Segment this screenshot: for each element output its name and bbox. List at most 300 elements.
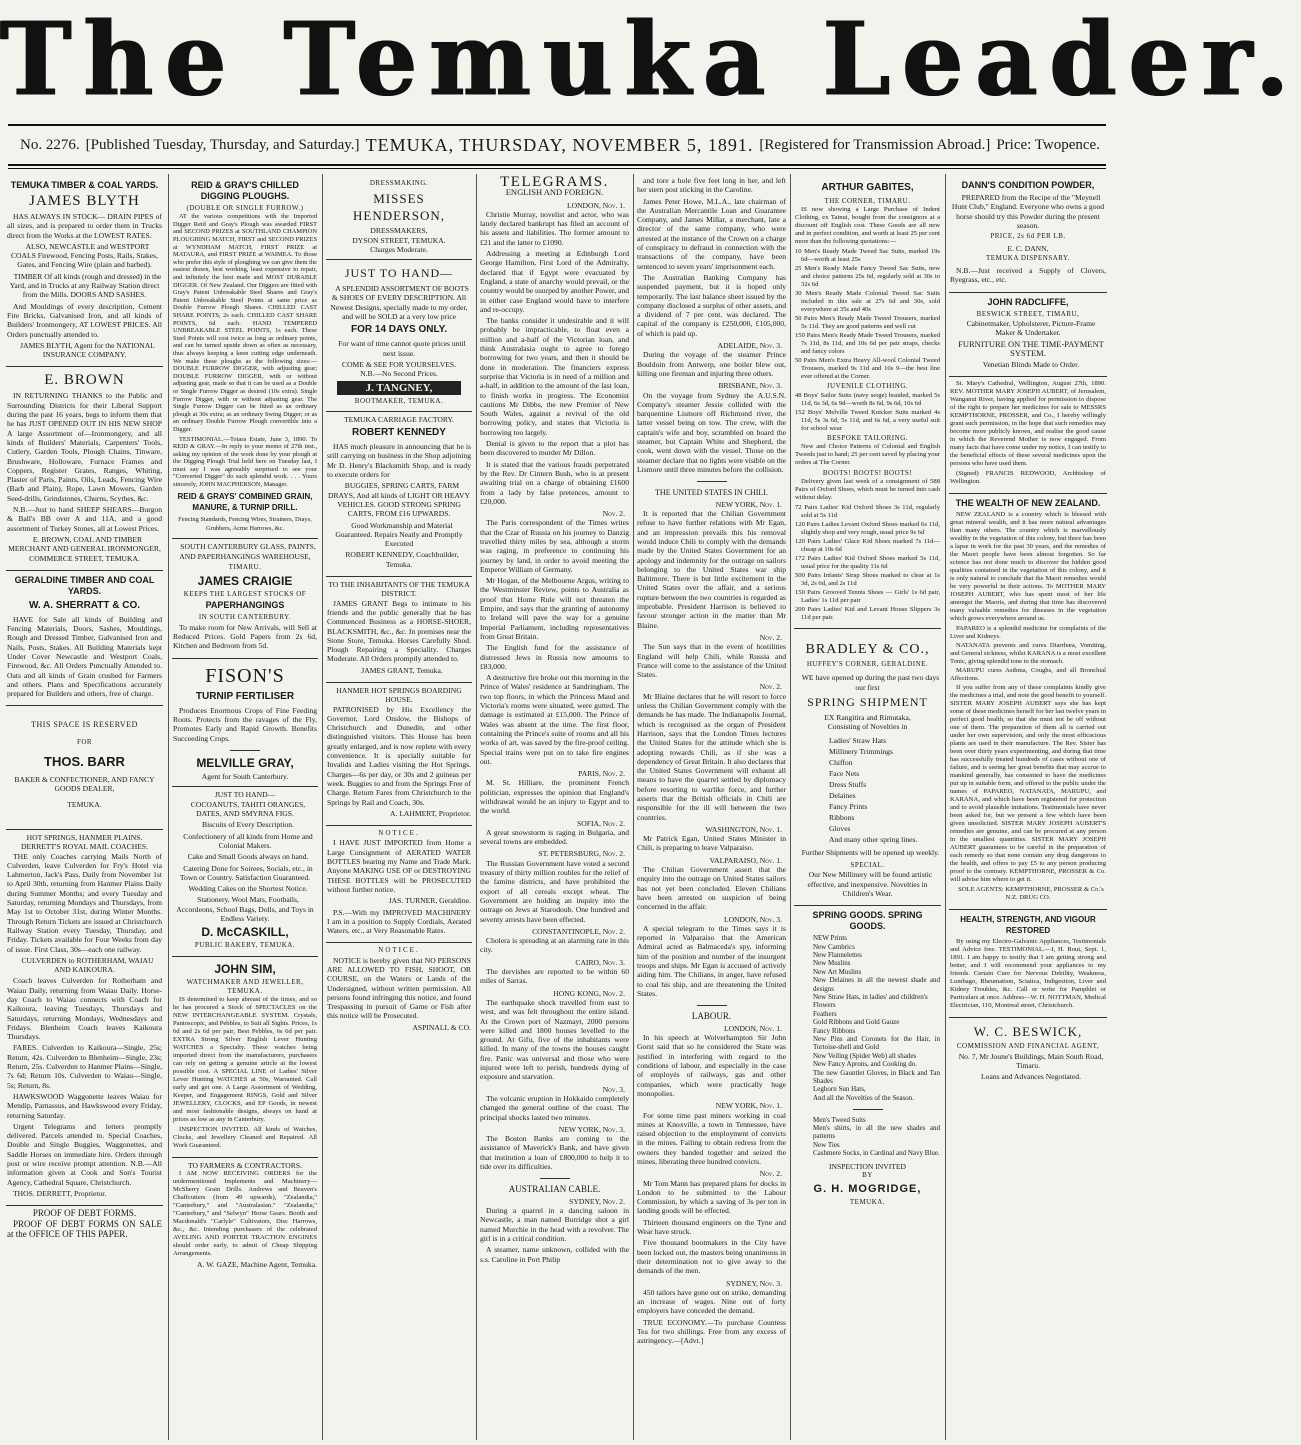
price: Price: Twopence. bbox=[996, 136, 1100, 153]
price-list bbox=[795, 504, 940, 622]
list-item: Chiffon bbox=[829, 757, 853, 767]
divider bbox=[637, 1000, 786, 1009]
list-item: Leghorn Sun Hats, bbox=[813, 1085, 866, 1094]
ad-text: Delivery given last week of a consignment of 588 Pairs of Oxford Shoes, which must be turned into cash without delay. bbox=[795, 478, 940, 502]
ad-heading: TO FARMERS & CONTRACTORS. bbox=[188, 1161, 302, 1171]
dateline-rule-thin bbox=[8, 168, 1106, 169]
ad-heading: DRESSMAKING. bbox=[369, 179, 429, 187]
ad-text: AT the various competitions with the Imported Digger Reid and Gray's Plough was awarded FIRST and SECOND PRIZES at SOUTHLAND CHAMPION PLOUGHING MATCH, FIRST and SECOND PRIZES at WYNDHAM MATCH, FIRST PRIZE at MATAURA, and FIRST PRIZE at WAIMEA. To those who prefer this style of ploughing we can give them the easiest drawn, best working, least expensive to repair, and infinitely the best made and MOST DURABLE DIGGER. Of New Zealand. Our Diggers are fitted with Gray's Patent Unbreakable Steel Shares and Gray's Patent Unbreakable Steel Points at same price as Double Furrow Plough Shares. CHILLED CAST SHARE POINTS, 2s each. CHILLED CAST SHARE POINTS, 6d each. HAND TEMPERED UNBREAKABLE STEEL POINTS, 1s each. These Steel Points will cost twice as long as ordinary points, and can be turned upside down as often as necessary, thus always keeping a keen cutting edge underneath. We make these ploughs as the following sizes:—DOUBLE FURROW DIGGER, with adjusting gear; DOUBLE FURROW DIGGER, with or without adjusting gear, made so that it can be used as a Double or Single Furrow Digger as desired (10s extra). Single Furrow Digger, with or without adjusting gear. The Single Furrow Digger can be fitted as an ordinary plough at 30s extra; as an ordinary Swing Digger; or as an ordinary Double Furrow Plough convertible into a Digger. bbox=[173, 213, 317, 433]
list-item: 72 Pairs Ladies' Kid Oxford Shoes 3s 11d, regularly sold at 5s 11d bbox=[795, 504, 940, 520]
section-title: THE UNITED STATES IN CHILI. bbox=[655, 487, 768, 497]
news-item: The dervishes are reported to be within 60 miles of Sarras. bbox=[480, 967, 629, 986]
list-item: Face Nets bbox=[829, 768, 860, 778]
news-item: It is reported that the Chilian Government refuse to have further relations with Mr Egan, and an impression prevails this his removal would induce Chili to comply with the demands made by the United States Government for an apology and indemnity for the outrage on sailors belonging to the United States war ship Baltimore. There is but little excitement in the United States over the affair, and a serious rupture between the two countries is regarded as improbable. President Harrison is believed to favour stronger action in the matter than Mr Blaine. bbox=[637, 509, 786, 630]
ad-text: PROOF OF DEBT FORMS ON SALE at the OFFICE OF THIS PAPER. bbox=[7, 1218, 162, 1239]
list-item: NATANATA prevents and cures Diarrhœa, Vomiting, and General sickness, whilst KARANA is a most excellent Tonic, giving splendid tone to the stomach. bbox=[950, 642, 1106, 666]
ad-radcliffe bbox=[949, 293, 1107, 378]
news-item: Mr Tom Mann has prepared plans for docks in London to be submitted to the Labour Commission, by which a saving of 3s per ton in landing goods will be effected. bbox=[637, 1178, 786, 1216]
news-item: During a quarrel in a dancing saloon in Newcastle, a man named Burridge shot a girl named Murchie in the head with a revolver. The girl is in a critical condition. bbox=[480, 1206, 629, 1244]
column-7 bbox=[949, 176, 1107, 1438]
ad-coaches bbox=[6, 830, 163, 1206]
ad-signature: A. LAHMERT, Proprietor. bbox=[389, 808, 471, 818]
news-item: During the voyage of the steamer Prince Bouldoin from Antwerp, one boiler blew out, killing one fireman and injuring three others. bbox=[637, 350, 786, 378]
list-item: New Cambrics bbox=[813, 942, 855, 951]
ad-aspinall bbox=[326, 943, 472, 1039]
ad-text: BESWICK STREET, TIMARU, bbox=[976, 309, 1080, 318]
ad-text: Further Shipments will be opened up weekly. bbox=[801, 847, 940, 857]
dateline-place: LONDON, Nov. 3. bbox=[723, 914, 782, 924]
ad-text: Charges Moderate. bbox=[370, 244, 428, 254]
ad-text: By using my Electro-Galvanic Appliances, Testimonials and Advice free. TESTIMONIAL.—I, H. Rout, Sept. 1, 1891. I am happy to testify that I am getting strong and better, and I will recommend your appliances to my friends. Certain Cure for Nervous Debility, Weakness, Lumbago, Rheumatism, Sciatica, Indigestion, Liver and Kidney Troubles, &c. Call or write for Pamphlet or Particulars at once. Address—W. H. NOTTMAN, Medical Electrician, 110, Montreal street, Christchurch. bbox=[950, 938, 1106, 1010]
divider bbox=[795, 1104, 940, 1113]
ad-text: NOTICE is hereby given that NO PERSONS ARE ALLOWED TO FISH, SHOOT, OR COURSE, on the Waters or Lands of the Undersigned, without written permission. All persons found infringing this notice, and found Trespassing in pursuit of Game or Fish after this notice will be Prosecuted. bbox=[327, 955, 471, 1021]
ad-heading: THE WEALTH OF NEW ZEALAND. bbox=[955, 498, 1101, 509]
ad-sim bbox=[172, 957, 318, 1159]
ad-heading: HOT SPRINGS, HANMER PLAINS. bbox=[26, 832, 143, 842]
ad-name: ROBERT KENNEDY bbox=[352, 427, 446, 439]
ad-heading: JUST TO HAND— bbox=[344, 266, 454, 281]
column-divider bbox=[322, 174, 323, 1440]
list-item: 48 Boys' Sailor Suits (navy serge) braided, marked 5s 11d, 6s 3d, 6s 9d—worth 8s 6d, 9s 6d, 10s 6d bbox=[795, 391, 940, 407]
column-3 bbox=[326, 176, 472, 1438]
news-item: and tore a hole five feet long in her, and left her stern post sticking in the Caroline. bbox=[637, 176, 786, 195]
ad-heading: HANMER HOT SPRINGS BOARDING HOUSE. bbox=[336, 685, 462, 705]
list-item: Catering Done for Soirees, Socials, etc., in Town or Country. Satisfaction Guaranteed. bbox=[179, 863, 313, 882]
list-item: 150 Pairs Grooved Tennis Shoes — Girls' 1s 6d pair, Ladies' 1s 11d per pair bbox=[795, 589, 940, 605]
list-item: 10 Men's Ready Made Tweed Sac Suits, marked 19s 6d—worth at least 25s bbox=[795, 248, 940, 264]
news-item: For some time past miners working in coal mines at Knoxville, a town in Tennessee, have raised objection to the employment of convicts in the mines. Failing to obtain redress from the owners they banded together and seized the mines, liberating three hundred convicts. bbox=[637, 1110, 786, 1166]
ad-heading: SPRING GOODS. SPRING GOODS. bbox=[812, 910, 923, 932]
ad-text: IN RETURNING THANKS to the Public and Surrounding Districts for their Liberal Support during the past 16 years, begs to inform them that he has JUST OPENED OUT IN HIS NEW SHOP A large Assortment of—Ironmongery, and all kinds of Builders' Materials, Carpenters' Tools, Cutlery, Garden Tools, Plough Chains, Tinware, Brushware, Holloware, Furnace Frames and Coppers, Register Grates, Ranges, Whiting, Plaster of Paris, Paints, Oils, Leads, Fencing Wire (Barb and Plain), Rope, Lawn Mowers, Garden Seed-drills, Grindstones, Churns, Scythes, &c. bbox=[7, 391, 162, 503]
ad-heading: DANN'S CONDITION POWDER, bbox=[961, 180, 1095, 190]
dateline-place: VALPARAISO, Nov. 1. bbox=[709, 855, 782, 865]
ad-text: FARES. Culverden to Kaikoura—Single, 25s; Return, 42s. Culverden to Blenheim—Single, 23s; Return, 25s. Culverden to Hanmer Plains—Single, 7s 6d; Return 10s. Culverden to Waiau—Single, 5s; Return, 8s. bbox=[7, 1043, 162, 1090]
news-item: The Sun says that in the event of hostilities England will help Chili, while Russia and France will come to the assistance of the United States. bbox=[637, 642, 786, 680]
ad-name: G. H. MOGRIDGE, bbox=[813, 1183, 922, 1196]
list-item: Wedding Cakes on the Shortest Notice. bbox=[188, 884, 308, 894]
ad-text: COME & SEE FOR YOURSELVES. bbox=[342, 359, 456, 369]
column-2 bbox=[172, 176, 318, 1438]
news-item: Mr Patrick Egan, United States Minister in Chili, is preparing to leave Valparaiso. bbox=[637, 834, 786, 853]
remedy-list bbox=[950, 625, 1106, 683]
ad-sherratt bbox=[6, 571, 163, 707]
ad-text: INSPECTION INVITED bbox=[829, 1161, 906, 1171]
news-item: Addressing a meeting at Edinburgh Lord George Hamilton, First Lord of the Admiralty, declared that if Egypt were evacuated by England, a state of anarchy would prevail, or the country would be usurped by another Power, and in either case England would have to interfere and re-occupy. bbox=[480, 249, 630, 314]
ad-text: TIMBER Of all kinds (rough and dressed) in the Yard, and in Trucks at any Railway Station direct from the Mills. DOORS AND SASHES. bbox=[9, 271, 162, 300]
list-item: NEW Prints bbox=[813, 934, 847, 943]
ad-text: N.B.—Just received a Supply of Clovers, Ryegrass, etc., etc. bbox=[950, 266, 1106, 285]
dateline-place: Nov. 3. bbox=[602, 1084, 625, 1094]
ad-bradley bbox=[794, 629, 941, 906]
list-item: New Straw Hats, in ladies' and children's bbox=[813, 993, 928, 1001]
ad-text: TIMARU. bbox=[228, 562, 262, 571]
list-item: Ribbons bbox=[829, 812, 855, 822]
list-item: MARUPU cures Asthma, Coughs, and all Bronchial Affections. bbox=[950, 667, 1106, 683]
news-item: Christie Murray, novelist and actor, who was lately declared bankrupt has filed an account of his assets and liabilities. The former amount to £21 and the latter to £1090. bbox=[480, 209, 629, 247]
ad-henderson bbox=[326, 176, 472, 260]
ad-heading: TURNIP FERTILISER bbox=[195, 690, 295, 702]
list-item: New Muslins bbox=[813, 959, 851, 968]
list-item: PAPAREO is a splendid medicine for complaints of the Liver and Kidneys. bbox=[950, 625, 1106, 641]
section-title: TELEGRAMS. bbox=[500, 174, 609, 190]
news-item: In his speech at Wolverhampton Sir John Gorst said that so he considered the State was justified in interfering with regard to the conditions of labour, and especially in the case of employés of railways, gas and other companies, which were practically huge monopolies. bbox=[637, 1033, 786, 1098]
ad-signature: (Signed) FRANCIS REDWOOD, Archbishop of Wellington. bbox=[950, 470, 1106, 486]
ad-heading: TEMUKA TIMBER & COAL YARDS. bbox=[10, 180, 159, 190]
ad-gaze bbox=[172, 1158, 318, 1277]
list-item: New Delaines in all the newest shade and designs bbox=[813, 976, 940, 993]
ad-signature: JAMES GRANT, Temuka. bbox=[361, 665, 443, 675]
ad-name: JOHN SIM, bbox=[214, 961, 276, 976]
news-item: Mr Blaine declares that he will resort to force unless the Chilian Government comply with the demands he has made. The Indianapolis Journal, which is recognised as the organ of President Harrison, says that the London Times lectures the United States for the attitude which she is adopting towards Chili, as if she was a dependency of Great Britain. It also declares that the United States Government will exhaust all means to have the quarrel settled by diplomacy before resorting to warlike force, and further asserts that the British officials in Chili are responsible for the ill will between the two countries. bbox=[637, 691, 786, 822]
ad-grant bbox=[326, 577, 472, 683]
list-item: Gloves bbox=[829, 823, 851, 833]
ad-text: PREPARED from the Recipe of the "Meynell Hunt Club," England. Everyone who owns a good horse should try this Powder during the present season. bbox=[951, 193, 1105, 230]
ad-text: TEMUKA. bbox=[67, 799, 102, 809]
issue-number: No. 2276. bbox=[20, 136, 80, 153]
column-divider bbox=[168, 174, 169, 1440]
ad-text: IN SOUTH CANTERBURY. bbox=[198, 613, 292, 622]
column-divider bbox=[476, 174, 477, 1440]
ad-text: TESTIMONIAL.—Totara Estate, June 3, 1890. To REID & GRAY.—In reply to your memo of 27th inst., asking my opinion of the work done by your plough at the Digging Plough Trial held here on Tuesday last, I must say I was agreeably surprised to see your "Converted Digger" do such splendid work. . . . Yours sincerely, JOHN MACPHERSON, Manager. bbox=[173, 435, 317, 489]
ad-nottman bbox=[949, 910, 1107, 1018]
list-item: And all the Novelties of the Season. bbox=[813, 1093, 914, 1102]
list-item: And many other spring lines. bbox=[829, 834, 918, 844]
list-item: Ladies' Straw Hats bbox=[829, 735, 887, 745]
list-item: Feathers bbox=[813, 1009, 837, 1018]
ad-signature: A. W. GAZE, Machine Agent, Temuka. bbox=[197, 1260, 317, 1270]
ad-signature: JAMES BLYTH, Agent for the NATIONAL INSURANCE COMPANY. bbox=[20, 340, 155, 360]
list-item: 152 Boys' Melville Tweed Knicker Suits marked 4s 11d, 5s 3s 6d, 5s 11d, and 6s 6d, a very useful suit for school wear bbox=[795, 408, 940, 432]
ad-text: St. Mary's Cathedral, Wellington, August 27th, 1890. REV. MOTHER MARY JOSEPH AUBERT, of Jerusalem, Wanganui River, having applied for permission to dispose of the right to prepare her medicines for sale to MESSRS KEMPTHORNE, PROSSER, and Co., I hereby willingly grant such permission, in the hope that such remedies may become more publicly known, and realise the good cause in which the Reverend Mother is now engaged. From many facts that have come under my notice, I can testify to the beneficial effects of these several medicines upon the persons who have used them. bbox=[950, 380, 1106, 468]
list-item: 25 Men's Ready Made Fancy Tweed Sac Suits, new and choice patterns 25s 6d, regularly sold at 30s to 32s 6d bbox=[795, 265, 940, 289]
ad-blyth bbox=[6, 176, 163, 367]
ad-text: No. 7, Mr Joune's Buildings, Main South Road, Timaru. bbox=[958, 1051, 1104, 1071]
ad-text: HUFFEY'S CORNER, GERALDINE. bbox=[806, 660, 929, 669]
ad-text: Coach leaves Culverden for Rotherham and Waiau Daily, returning from Waiau Daily. Horse-day Coach to Waiau connects with Coach for Kaikoura, leaving Tuesdays, Thursdays and Saturdays, returning Mondays, Wednesdays and Fridays. Blenheim Coach leaves Kaikoura Thursdays. bbox=[7, 976, 162, 1042]
ad-text: Cabinetmaker, Upholsterer, Picture-Frame Maker & Undertaker. bbox=[966, 318, 1096, 338]
list-item: New Ties bbox=[813, 1140, 840, 1149]
list-item: 50 Pairs Men's Ready Made Tweed Trousers, marked 5s 11d. They are good patterns and well cut bbox=[795, 315, 940, 331]
news-item: Mr Hogan, of the Melbourne Argus, writing to the Westminster Review, points to Australia as proof that Home Rule will not threaten the Empire, and says that the granting of autonomy to Ireland will pave the way for a genuine Imperial Parliament, including representatives from Great Britain. bbox=[480, 576, 629, 641]
goods-list bbox=[795, 934, 940, 1102]
dateline-place: BRISBANE, Nov. 3. bbox=[718, 381, 782, 391]
ad-signature: ROBERT KENNEDY, Coachbuilder, Temuka. bbox=[345, 550, 459, 569]
ad-debt-forms bbox=[6, 1206, 163, 1245]
ad-text: And Mouldings of every description, Cement Fire Bricks, Galvanised Iron, and all kinds of Builders' Ironmongery, AT LOWEST PRICES. All Orders punctually attended to. bbox=[7, 301, 162, 339]
ad-text: IS determined to keep abreast of the times, and so he has procured a Stock of SPECTACLES on the NEW INTERCHANGEABLE SYSTEM. Crystals, Pantoscopic, and Pebbles, to Suit all Sights. Prices, 1s 6d and 2s 6d per pair, Best Pebbles, 6s 6d per pair. EXTRA Strong Silver English Lever Hunting WATCHES a Specialty. These watches being imported direct from the manufacturers, purchasers can rely on getting a genuine article at the lowest possible cost. A SPECIAL LINE of Ladies' Silver Lever Hunting WATCHES at 50s, Warranted. Call early and get one. A Large Assortment of Wedding, Keeper, and Engagement RINGS, Gold and Silver JEWELLERY, CLOCKS, and EP Goods, in newest and most fashionable designs, always on hand at prices as low as any in Canterbury. bbox=[173, 996, 317, 1124]
ad-text: WATCHMAKER AND JEWELLER, TEMUKA. bbox=[186, 977, 304, 995]
registration-note: [Registered for Transmission Abroad.] bbox=[759, 136, 991, 153]
ad-text: BOOTMAKER, TEMUKA. bbox=[354, 396, 444, 405]
dateline-place: SOFIA, Nov. 2. bbox=[577, 818, 625, 828]
news-item: The volcanic eruption in Hokkaido completely changed the general outline of the coast. The principal shocks lasted two minutes. bbox=[480, 1093, 629, 1122]
ad-heading: JUST TO HAND— bbox=[214, 790, 276, 800]
list-item: Confectionery of all kinds from Home and Colonial Makers. bbox=[183, 831, 313, 850]
ad-craigie bbox=[172, 539, 318, 658]
ad-text: PATRONISED by His Excellency the Governor, Lord Onslow, the Bishops of Christchurch and Dunedin, and other distinguished visitors. This House has been greatly enlarged, and is now replete with every convenience. It is specially suitable for Invalids and Ladies visiting the Hot Springs. Charges—6s per day, or 30s and 2 guineas per week. Buggies to and from the Springs Free of Charge. Return Fares from Christchurch to the Springs by Rail and Coach, 30s. bbox=[327, 704, 471, 807]
ad-text: HAVE for Sale all kinds of Building and Fencing Materials, Doors, Sashes, Mouldings, Rough and Dressed Timber, Galvanised Iron and Nails, Posts, Stakes. All Building Materials kept Under Cover Newcastle and Westport Coals, Firewood, &c. All Orders Punctually Attended to. Oats and all kinds of Grain crushed for Farmers and others. Plans and Specifications accurately prepared for Builders and others, free of charge. bbox=[7, 614, 162, 699]
novelty-list bbox=[795, 735, 940, 845]
ad-heading: JUVENILE CLOTHING. bbox=[826, 382, 909, 391]
ad-dann bbox=[949, 176, 1107, 293]
list-item: Dress Stuffs bbox=[829, 779, 867, 789]
ad-name: JOHN RADCLIFFE, bbox=[987, 296, 1069, 307]
ad-heading: TEMUKA CARRIAGE FACTORY. bbox=[344, 414, 454, 424]
list-item: New Veiling (Spider Web) all shades bbox=[813, 1051, 917, 1060]
list-item: New Fancy Aprons, and Cooking do. bbox=[813, 1060, 918, 1069]
news-item: 450 tailors have gone out on strike, demanding an increase of wages. Nine out of forty employers have conceded the demand. bbox=[637, 1287, 786, 1316]
ad-heading: PROOF OF DEBT FORMS. bbox=[32, 1208, 137, 1219]
ad-tangney bbox=[326, 260, 472, 412]
ad-text: INSPECTION INVITED. All kinds of Watches, Clocks, and Jewellery Cleaned and Repaired. All Work Guaranteed. bbox=[173, 1126, 317, 1150]
ad-text: SOLE AGENTS: KEMPTHORNE, PROSSER & Co.'s N.Z. DRUG CO. bbox=[958, 886, 1104, 902]
list-item: 172 Pairs Ladies' Kid Oxford Shoes marked 5s 11d, usual price for the quality 11s 6d bbox=[795, 555, 940, 571]
list-item: 30 Men's Ready Made Colonial Tweed Sac Suits included in this sale at 27s 6d and 30s, sold everywhere at 35s and 40s bbox=[795, 290, 940, 314]
dateline-place: NEW YORK, Nov. 3. bbox=[558, 1124, 625, 1134]
ad-text: THE only Coaches carrying Mails North of Culverden, leave Culverden for Fry's Hotel via Lahmerton, Jack's Pass, Daily from November 1st to April 30th, returning from Hanmer Plains Daily during Summer Months; and every Tuesday and Saturday, returning Mondays and Thursdays, from May 1st to October 31st, during Winter Months. Through Return Tickets are issued at Christchurch Railway Station every Tuesday, Thursday, and Friday. Tickets available for Four Weeks from day of issue. First Class, 30s—each one railway. bbox=[7, 851, 162, 954]
ad-name: JAMES CRAIGIE bbox=[197, 574, 293, 589]
ad-text: IS now showing a Large Purchase of Indent Clothing, ex Tainui, bought from the consignors at a discount off English cost. These Goods are all new and in perfect condition, and worth at least 25 per cent more than the following quotations:— bbox=[795, 206, 940, 246]
dateline-place: ST. PETERSBURG, Nov. 2. bbox=[538, 849, 625, 859]
ad-text: Our New Millinery will be found artistic effective, and inexpensive. Novelties in Children's Wear. bbox=[807, 870, 933, 898]
ad-heading: FOR 14 DAYS ONLY. bbox=[351, 324, 447, 336]
ad-text: I AM NOW RECEIVING ORDERS for the undermentioned Implements and Machinery—McSherry Grain Drills. Andrews and Beaven's Chaffcutters (from 49 upwards), "Zealandia," "Canterbury," and "Australasian." "Zealandia," "Canterbury," and "Selwyn" Horse Gears. Booth and Macdonald's "Carlyle" Cultivators, Disc Harrows, &c., &c. Intending purchasers of the celebrated AVELING AND PORTER TRACTION ENGINES should order early, to admit of Cheap Shipping Arrangements. bbox=[173, 1170, 317, 1258]
ad-text: Produces Enormous Crops of Fine Feeding Roots. Protects from the ravages of the Fly, Promotes Early and Rapid Growth. Benefits Succeeding Crops. bbox=[173, 705, 317, 743]
ad-text: PRICE, 2s 6d PER LB. bbox=[990, 232, 1066, 241]
ad-heading: SOUTH CANTERBURY GLASS, PAINTS, AND PAPERHANGINGS WAREHOUSE, bbox=[179, 542, 316, 561]
ad-heading: PAPERHANGINGS bbox=[205, 600, 285, 611]
list-item: Fancy Ribbons bbox=[813, 1026, 856, 1035]
list-item: Delaines bbox=[829, 790, 856, 800]
ad-text: JAMES GRANT Begs to intimate to his friends and the public generally that he has Commenced Business as a HORSE-SHOER, BLACKSMITH, &c., &c. In premises near the Stone Store, Temuka. Horses Carefully Shod. Plough Repairing a Speciality. Charges Moderate. All Orders promptly attended to. bbox=[327, 598, 471, 664]
ad-heading: REID & GRAY'S CHILLED DIGGING PLOUGHS. bbox=[191, 180, 299, 201]
ad-name: ARTHUR GABITES, bbox=[821, 182, 914, 193]
divider bbox=[173, 745, 317, 754]
dateline-place: Nov. 2. bbox=[759, 1169, 782, 1179]
news-item: On the voyage from Sydney the A.U.S.N. Company's steamer Jessie collided with the barquentine Lismore off Richmond river, the latter vessel being on tow. The crew, with the captain's wife and boy, scrambled on board the steamer, but Captain White and Shepherd, the cook, went down with the vessel. Those on the steamer declare that no lights were visible on the Lismore until three minutes before the collision. bbox=[637, 390, 786, 474]
ad-text: Consisting of Novelties in bbox=[827, 722, 908, 732]
column-1 bbox=[6, 176, 163, 1438]
top-rule bbox=[8, 124, 1106, 126]
ad-text: ALSO, NEWCASTLE and WESTPORT COALS Firewood, Fencing Posts, Rails, Stakes, Gates, and Fencing Wire (plain and barbed). bbox=[10, 241, 159, 270]
ad-name: J. TANGNEY, bbox=[337, 381, 461, 395]
list-item: The new Gauntlet Gloves, in Black and Tan Shades bbox=[813, 1068, 940, 1086]
ad-text: TEMUKA. bbox=[849, 1198, 886, 1207]
ad-heading: REID & GRAYS' COMBINED GRAIN, MANURE, & TURNIP DRILL. bbox=[177, 491, 313, 512]
ad-heading: SPRING SHIPMENT bbox=[807, 695, 928, 710]
ad-heading: BESPOKE TAILORING. bbox=[826, 433, 909, 442]
news-item: The banks consider it undesirable and it will probably be impracticable, to float even a million and a-half of the Victorian loan, and think Australasia ought to agree to forego borrowing for two years, and then it should be done in moderation. The financiers express surprise that Victoria is in need of a million and a-half, in addition to the amount of the last loan, to finish works in progress. The Economist cautions Mr Dibbs, the new Premier of New South Wales, against a revival of the old borrowing policy, and states that Victoria is borrowing too largely. bbox=[480, 316, 629, 437]
dateline-place: LONDON, Nov. 1. bbox=[723, 1023, 782, 1033]
ad-signature: E. BROWN, COAL AND TIMBER MERCHANT AND GENERAL IRONMONGER, COMMERCE STREET, TEMUKA. bbox=[8, 534, 161, 563]
dateline-place: HONG KONG, Nov. 2. bbox=[553, 988, 625, 998]
ad-text: N.B.—Just to hand SHEEP SHEARS—Burgon & Ball's BB over A and 11A, and a good assortment of Turkey Stones, all at Lowest Prices. bbox=[7, 505, 162, 533]
goods-list bbox=[795, 1116, 940, 1158]
ad-signature: JAS. TURNER, Geraldine. bbox=[388, 896, 471, 906]
ad-wealth bbox=[949, 494, 1107, 910]
ad-text: COMMISSION AND FINANCIAL AGENT, bbox=[956, 1042, 1100, 1051]
ad-text: N.B.—No Second Prices. bbox=[360, 369, 438, 379]
ad-text: COCOANUTS, TAHITI ORANGES, DATES, AND SMYRNA FIGS. bbox=[190, 799, 306, 819]
dateline-place: NEW YORK, Nov. 1. bbox=[715, 499, 782, 509]
dateline-place: NEW YORK, Nov. 1. bbox=[715, 1101, 782, 1111]
ad-name: E. BROWN bbox=[44, 372, 125, 389]
ad-signature: THOS. DERRETT, Proprietor. bbox=[13, 1188, 107, 1198]
ad-text: BY bbox=[862, 1170, 873, 1179]
ad-heading: TO THE INHABITANTS OF THE TEMUKA DISTRICT. bbox=[328, 580, 470, 599]
list-item: Biscuits of Every Description. bbox=[202, 820, 294, 830]
news-item: The Paris correspondent of the Times writes that the Czar of Russia on his journey to Danzig travelled thirty miles by sea, although a storm was raging, in preference to continuing his journey by land, in order to avoid meeting the Emperor William of Germany. bbox=[480, 518, 629, 574]
divider bbox=[637, 476, 786, 485]
ad-heading: BOOTS! BOOTS! BOOTS! bbox=[822, 468, 913, 477]
news-item: The Boston Banks are coming to the assistance of Maverick's Bank, and have given that institution a loan of £800,000 to help it to tide over its difficulties. bbox=[480, 1134, 629, 1171]
ad-text: HAWKSWOOD Waggonette leaves Waiau for Mendip, Parnassus, and Hawkswood every Friday, returning Saturday. bbox=[7, 1091, 162, 1120]
dateline-place: LONDON, Nov. 1. bbox=[566, 200, 625, 210]
chili-list bbox=[637, 500, 786, 998]
ad-name: MISSES HENDERSON, bbox=[353, 191, 445, 224]
dateline-place: SYDNEY, Nov. 3. bbox=[726, 1278, 782, 1288]
column-6 bbox=[794, 176, 941, 1438]
dateline-rule bbox=[8, 164, 1106, 166]
news-item: M. St. Hilliare, the prominent French politician, expresses the opinion that England's withdrawal would be an injury to Egypt and to the world. bbox=[480, 778, 629, 816]
ad-heading: HEALTH, STRENGTH, AND VIGOUR RESTORED bbox=[960, 915, 1096, 936]
news-item: Denial is given to the report that a plot has been discovered to murder Mr Dillon. bbox=[480, 439, 629, 458]
ad-text: P.S.—With my IMPROVED MACHINERY I am in a position to Supply Cordials, Aerated Waters, etc., at Very Reasonable Rates. bbox=[327, 907, 471, 936]
news-item: James Peter Howe, M.L.A., late chairman of the Australian Mercantile Loan and Guarantee Company, and James Millar, a merchant, late a director of the same company, who were arrested at the instance of the Crown on a charge of conspiracy to defraud in connection with the transactions of the company, have been sentenced to seven years' imprisonment each. bbox=[637, 196, 786, 271]
list-item: 50 Pairs Men's Extra Heavy All-wool Colonial Tweed Trousers, marked 9s 11d and 10s 9—the best line ever offered at the Corner. bbox=[795, 357, 940, 381]
ad-heading: NOTICE. bbox=[378, 946, 420, 955]
list-item: 500 Pairs Infants' Strap Shoes marked to clear at 1s 3d, 2s 6d, and 2s 11d bbox=[795, 572, 940, 588]
ad-name: W. A. SHERRATT & CO. bbox=[28, 599, 141, 611]
place-date: TEMUKA, THURSDAY, NOVEMBER 5, 1891. bbox=[365, 134, 754, 155]
news-item: Cholera is spreading at an alarming rate in this city. bbox=[480, 936, 629, 955]
ad-mccaskill bbox=[172, 787, 318, 956]
ad-text: WE have opened up during the past two days our first bbox=[801, 673, 940, 692]
dateline-place: SYDNEY, Nov. 2. bbox=[569, 1196, 625, 1206]
ad-gabites bbox=[794, 176, 941, 629]
news-item: A special telegram to the Times says it is reported in Valparaiso that the American Admiral acted as Balmaceda's spy, informing him of the position and number of the insurgent troops and ships. Mr Egan is accused of actively aiding him. The Chilians, in anger, have refused to coal his ship, and are threatening the United States. bbox=[637, 923, 786, 998]
ad-name: E. C. DANN, bbox=[1007, 244, 1049, 254]
list-item: 200 Pairs Ladies' Kid and Levant House Slippers 3s 11d per pair. bbox=[795, 606, 940, 622]
list-item: New Art Muslins bbox=[813, 967, 862, 976]
dateline-place: CONSTANTINOPLE, Nov. 2. bbox=[532, 926, 625, 936]
cable-list bbox=[480, 1197, 629, 1264]
ad-text: Fencing Standards, Fencing Wires, Strainers, Drays, Grubbers, Acme Harrows, &c. bbox=[178, 515, 312, 532]
ad-text: If you suffer from any of these complaints kindly give the medicines a trial, and note the good benefit to yourself. SISTER MARY JOSEPH AUBERT says she has kept some of these medicines herself for her last twelve years in perfect good health, so that she must not be off without one of them. The preparation of them all is carried out under her own supervision, and only the most efficacious plants are used in their manufacture. The Rev. Sister has been over thirty years experimenting, and during that time has successfully treated hundreds of cases without one of failure, and is seeing her great benefits that may accrue to mankind generally, has consented to have the medicines put up in suitable form, and offered to the public under the names of PAPAREO, NATANATA, MARUPU, and KARANA, and which have been registered for protection and to avoid plausible imitations. Testimonials have never been asked for, but we present a few which have been given unsolicited. SISTER MARY JOSEPH AUBERT'S remedies are genuine, and can be procured at any person in the smallest quantities. SISTER MARY JOSEPH AUBERT guarantees to be careful in the preparation of each remedy so that none contain any drug dangerous to the health, and offers to pay £5 to any person producing proof to the contrary. KEMPTHORNE, PROSSER & Co. will advise him where to get it. bbox=[950, 684, 1106, 884]
ad-barr bbox=[6, 706, 163, 829]
ad-text: Urgent Telegrams and letters promptly delivered. Parcels attended to. Special Coaches, Double and Single Buggies, Waggonettes, and Saddle Horses on immediate hire. Orders through post or wire receive prompt attention. N.B.—All information given at Cook and Son's Tourist Agency, Cathedral Square, Christchurch. bbox=[7, 1121, 162, 1187]
ad-text: Loans and Advances Negotiated. bbox=[981, 1072, 1081, 1082]
news-item: TRUE ECONOMY.—To purchase Countess Tea for two shillings. Free from any excess of astringency.—[Advt.] bbox=[637, 1317, 786, 1346]
list-item: Stationery, Wool Mats, Footballs, Accordeons, School Bags, Dolls, and Toys in Endless Variety. bbox=[176, 895, 314, 923]
column-divider bbox=[945, 174, 946, 1440]
ad-kennedy bbox=[326, 412, 472, 577]
dateline-place: Nov. 2. bbox=[602, 509, 625, 519]
ad-fison bbox=[172, 659, 318, 788]
ad-heading: GERALDINE TIMBER AND COAL YARDS. bbox=[14, 574, 155, 596]
list-item: New Flannelettes bbox=[813, 950, 862, 959]
ad-text: FOR bbox=[76, 737, 93, 746]
ad-text: HAS much pleasure in announcing that he is still carrying on business in the Shop adjoining Mr D. Henry's Blacksmith Shop, and is ready to execute orders for bbox=[327, 442, 471, 480]
ad-text: BAKER & CONFECTIONER, AND FANCY GOODS DEALER, bbox=[14, 775, 155, 794]
column-4 bbox=[480, 176, 629, 1438]
news-item: A great snowstorm is raging in Bulgaria, and several towns are embedded. bbox=[480, 827, 629, 847]
ad-text: KEEPS THE LARGEST STOCKS OF bbox=[183, 590, 307, 599]
ad-text: THIS SPACE IS RESERVED bbox=[31, 720, 138, 730]
list-item: 120 Pairs Ladies Levant Oxford Shoes marked 6s 11d, slightly shop and very rough, usual price 9s 6d bbox=[795, 521, 940, 537]
news-item: It is stated that the various frauds perpetrated by the Rev. Dr Cintern Bush, who is at present awaiting trial on a charge of obtaining £1600 from a lady by false pretences, amount to £20,000. bbox=[480, 459, 629, 506]
list-item: 150 Pairs Men's Ready Made Tweed Trousers, marked 7s 11d, 8s 11d, and 10s 6d per pair straps, checks and fancy colors bbox=[795, 332, 940, 356]
dateline-place: CAIRO, Nov. 3. bbox=[575, 957, 625, 967]
ad-brown bbox=[6, 367, 163, 570]
column-5 bbox=[637, 176, 786, 1438]
telegram-list bbox=[480, 201, 629, 1172]
ad-name: THOS. BARR bbox=[44, 754, 125, 770]
list-item: Cake and Small Goods always on hand. bbox=[187, 852, 309, 862]
list-item: Millinery Trimmings bbox=[829, 746, 893, 756]
ad-heading: DERRETT'S ROYAL MAIL COACHES. bbox=[21, 842, 148, 852]
ad-mogridge bbox=[794, 906, 941, 1212]
ad-hanmer-house bbox=[326, 683, 472, 826]
ad-name: JAMES BLYTH bbox=[29, 193, 140, 209]
ad-signature: ASPINALL & CO. bbox=[412, 1022, 471, 1032]
ad-text: I HAVE JUST IMPORTED from Home a Large Consignment of AERATED WATER BOTTLES bearing my Name and Trade Mark. Anyone MAKING USE OF or DESTROYING THESE BOTTLES will be PROSECUTED without further notice. bbox=[327, 838, 471, 894]
ad-text: TEMUKA DISPENSARY. bbox=[986, 253, 1070, 262]
dateline-place: ADELAIDE, Nov. 3. bbox=[717, 341, 782, 351]
list-item: Men's Tweed Suits bbox=[813, 1115, 866, 1124]
dateline-place: Nov. 2. bbox=[759, 682, 782, 692]
ad-text: DRESSMAKERS, bbox=[370, 226, 428, 236]
ad-turner bbox=[326, 826, 472, 943]
price-list bbox=[795, 248, 940, 381]
ad-text: New and Choice Patterns of Colonial and English Tweeds just to hand; 25 per cent saved by placing your orders at The Corner. bbox=[795, 442, 940, 466]
section-title: AUSTRALIAN CABLE. bbox=[508, 1183, 601, 1194]
news-item: The Chilian Government assert that the enquiry into the outrage on United States sailors has not yet been concluded. Eleven Chilians have been arrested on suspicion of being concerned in the affair. bbox=[637, 865, 786, 912]
dateline-place: Nov. 2. bbox=[759, 632, 782, 642]
masthead bbox=[0, 0, 1301, 120]
news-item: A destructive fire broke out this morning in the Prince of Wales' residence at Sandringham. The two top floors, in which the Princess Maud and Victoria's rooms were situated, were gutted. The damage is estimated at £15,000. The Prince of Wales was absent at the time. The first floor, containing the Prince's suite of rooms and all his works of art, was saved by the fire-proof ceiling. Special trains were put on to take fire engines out. bbox=[480, 673, 629, 766]
dateline bbox=[20, 132, 1100, 158]
list-item: Men's shirts, in all the new shades and patterns bbox=[813, 1123, 940, 1141]
ad-text: DYSON STREET, TEMUKA. bbox=[352, 235, 446, 245]
ad-text: NEW ZEALAND is a country which is blessed with great mineral wealth, and it has more natural advantages than many others. The country which is marvellously wealthy in the vegetation of this colony, but there has been a lapse in work for the past 30 years, and the remedies of the Maori people have been almost forgotten. So far science has not done much to discover the hidden good qualities contained in the vegetation of this colony, and it is only natural to conclude that the Maori remedies would be very powerful in their actions. To MOTHER MARY JOSEPH AUBERT, who has spent most of her life amongst the Maoris, and during that time has discovered many valuable remedies for diseases in the vegetation which grows everywhere around us. bbox=[950, 511, 1106, 623]
ad-text: For want of time cannot quote prices until next issue. bbox=[338, 339, 466, 358]
ad-text: A SPLENDID ASSORTMENT OF BOOTS & SHOES OF EVERY DESCRIPTION. All Newest Designs, specially made to my order, and will be SOLD at a very low price bbox=[330, 284, 469, 322]
ad-text: CULVERDEN to ROTHERHAM, WAIAU AND KAIKOURA. bbox=[21, 955, 154, 975]
list-item: Cashmere Socks, in Cardinal and Navy Blue. bbox=[813, 1149, 940, 1158]
news-item: A steamer, name unknown, collided with the s.s. Caroline in Port Philip bbox=[480, 1245, 629, 1264]
ad-text: HAS ALWAYS IN STOCK— DRAIN PIPES of all sizes, and is prepared to order them in Trucks direct from the Works at the LOWEST RATES. bbox=[7, 212, 162, 240]
ad-name: FISON'S bbox=[205, 664, 285, 687]
list-item: 120 Pairs Ladies' Glace Kid Shoes marked 7s 11d—cheap at 10s 6d bbox=[795, 538, 940, 554]
ad-beswick bbox=[949, 1018, 1107, 1088]
ad-text: Good Workmanship and Material Guaranteed. Repairs Neatly and Promptly Executed bbox=[335, 520, 463, 549]
divider bbox=[480, 1173, 629, 1182]
dateline-place: PARIS, Nov. 2. bbox=[578, 769, 625, 779]
ad-name: W. C. BESWICK, bbox=[973, 1024, 1083, 1040]
publication-days: [Published Tuesday, Thursday, and Saturday.] bbox=[85, 136, 360, 153]
column-divider bbox=[790, 174, 791, 1440]
list-item: New Pins and Coronets for the Hair, in Tortoise-shell and Gold bbox=[813, 1035, 940, 1052]
list-item: Gold Ribbons and Gold Gauze bbox=[813, 1018, 900, 1027]
ad-text: EX Rangitira and Rimutaka, bbox=[824, 713, 911, 723]
ad-text: (DOUBLE OR SINGLE FURROW.) bbox=[186, 204, 304, 212]
cable-list-continued bbox=[637, 176, 786, 474]
ad-text: Venetian Blinds Made to Order. bbox=[982, 360, 1080, 370]
ad-heading: FURNITURE ON THE TIME-PAYMENT SYSTEM. bbox=[958, 338, 1104, 358]
ad-text: Agent for South Canterbury. bbox=[201, 772, 289, 782]
section-title: LABOUR. bbox=[691, 1010, 732, 1021]
